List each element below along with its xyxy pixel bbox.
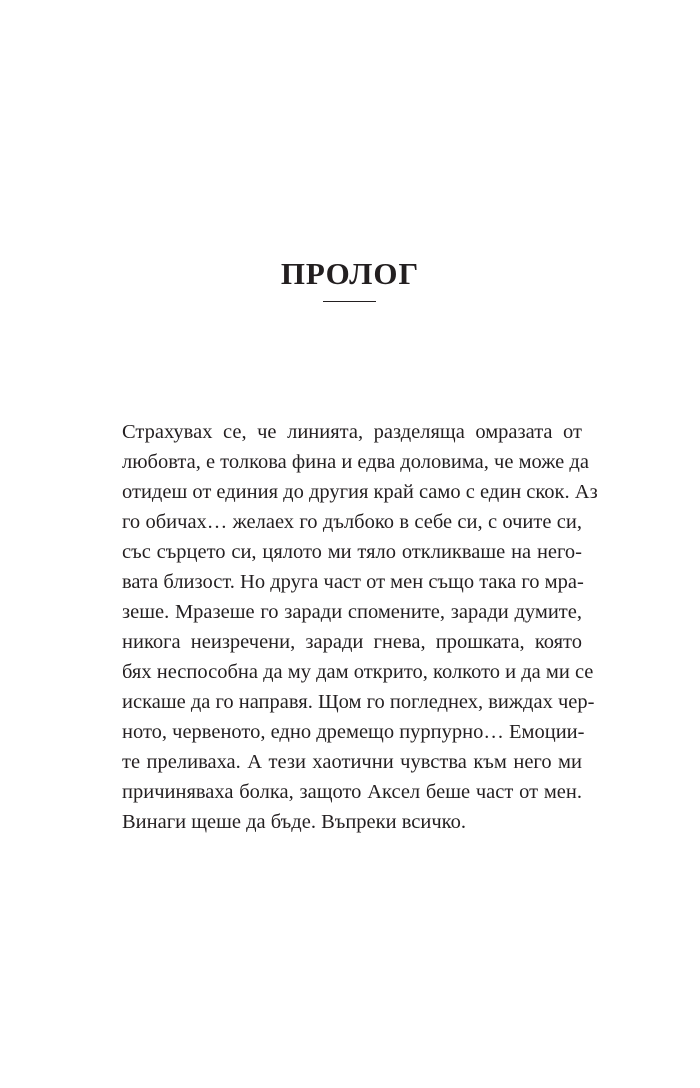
chapter-title: ПРОЛОГ: [280, 256, 420, 291]
text-line: искаше да го направя. Щом го погледнех, виждах чер-: [122, 691, 595, 713]
text-line: те преливаха. А тези хаотични чувства към него ми: [122, 751, 582, 773]
prologue-paragraph: [122, 417, 598, 837]
text-line: никога неизречени, заради гнева, прошката, която: [122, 631, 582, 653]
text-line: Винаги щеше да бъде. Въпреки всичко.: [122, 811, 466, 833]
text-line: причиняваха болка, защото Аксел беше част от мен.: [122, 781, 582, 803]
title-divider: [323, 301, 376, 302]
text-line: зеше. Мразеше го заради спомените, заради думите,: [122, 601, 582, 623]
text-line: вата близост. Но друга част от мен също така го мра-: [122, 571, 584, 593]
text-line: със сърцето си, цялото ми тяло откликваше на него-: [122, 541, 582, 563]
text-line: бях неспособна да му дам открито, колкото и да ми се: [122, 661, 594, 683]
text-line: любовта, е толкова фина и едва доловима, че може да: [122, 451, 589, 473]
text-line: Страхувах се, че линията, разделяща омразата от: [122, 421, 582, 443]
text-line: отидеш от единия до другия край само с един скок. Аз: [122, 481, 598, 503]
text-line: ното, червеното, едно дремещо пурпурно… Емоции-: [122, 721, 585, 743]
text-line: го обичах… желаех го дълбоко в себе си, с очите си,: [122, 511, 582, 533]
